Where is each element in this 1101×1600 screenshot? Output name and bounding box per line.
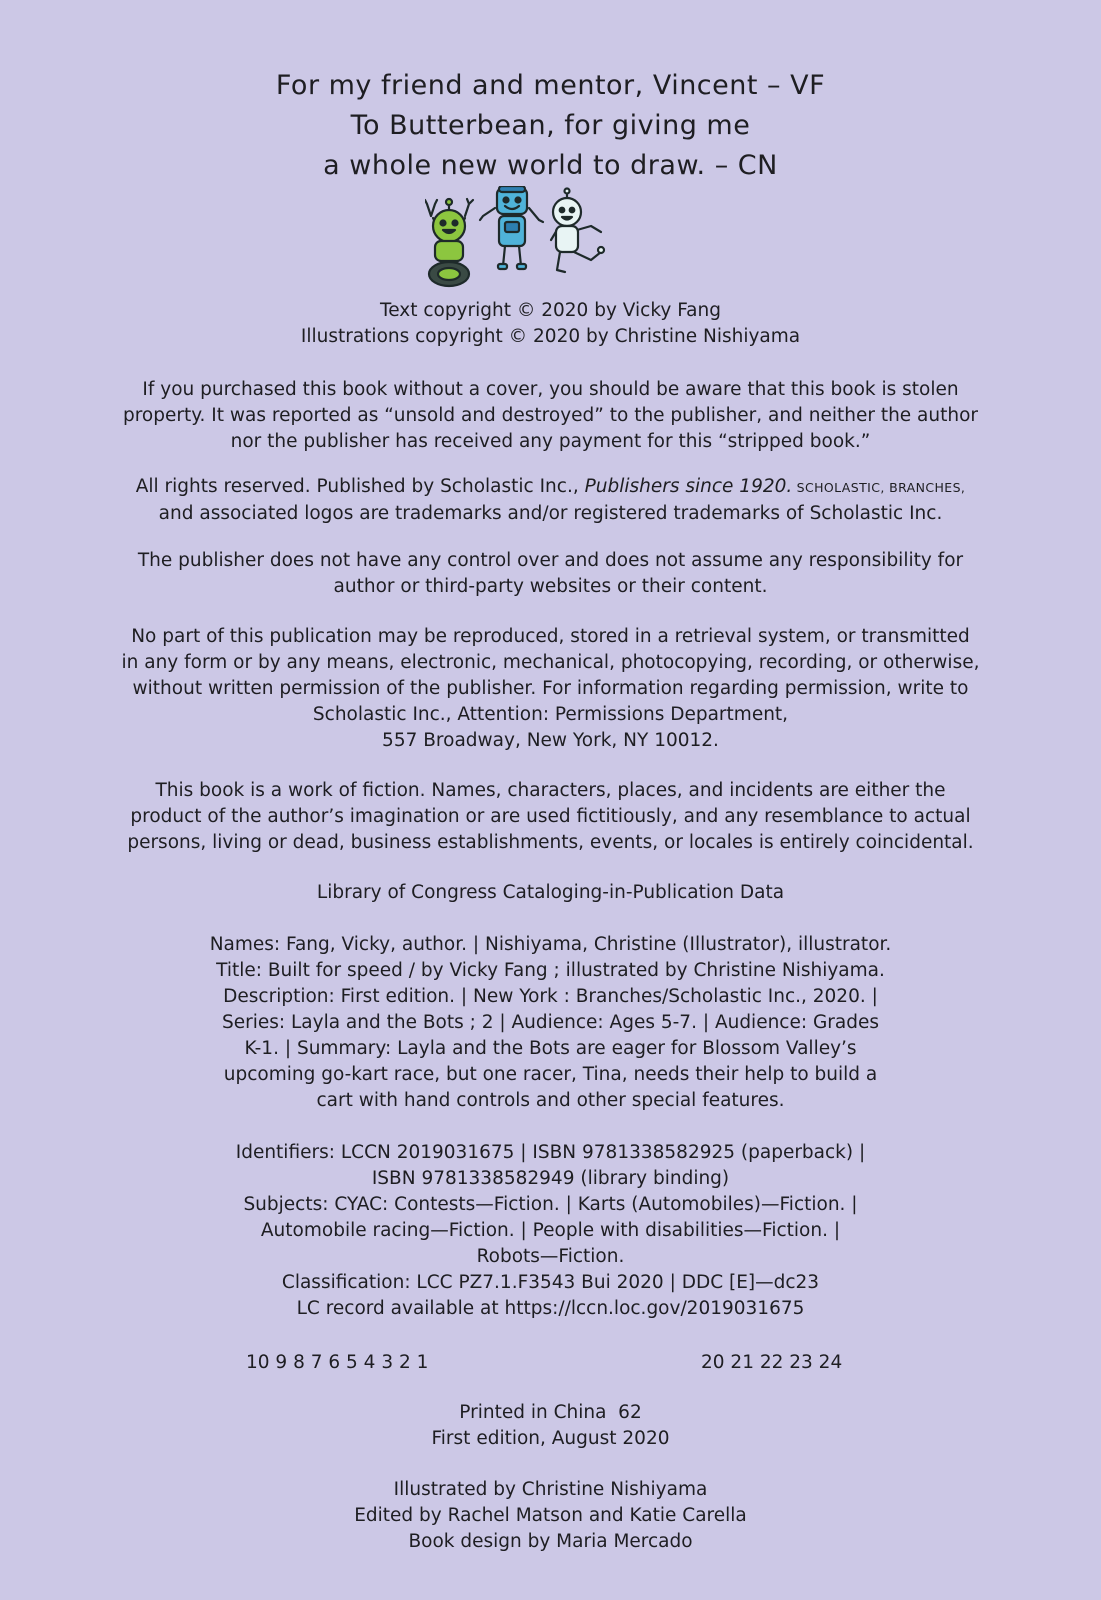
printing-number-line: 10 9 8 7 6 5 4 3 2 1 (246, 1352, 429, 1373)
rights-text: All rights reserved. Published by Scholastic Inc., (135, 476, 585, 497)
credit-line: Edited by Rachel Matson and Katie Carella (354, 1505, 747, 1526)
paragraph-line: Scholastic Inc., Attention: Permissions Department, (312, 704, 789, 725)
printing-info (0, 1400, 1101, 1452)
cip-line: Series: Layla and the Bots ; 2 | Audience: Ages 5-7. | Audience: Grades (221, 1012, 880, 1033)
cip-data (0, 932, 1101, 1114)
paragraph-line: author or third-party websites or their content. (333, 576, 768, 597)
illustrations-copyright: Illustrations copyright © 2020 by Christine Nishiyama (300, 326, 801, 347)
identifier-line: Robots—Fiction. (476, 1246, 625, 1267)
dedication-line: a whole new world to draw. – CN (323, 150, 778, 181)
identifier-line: ISBN 9781338582949 (library binding) (371, 1168, 730, 1189)
paragraph-line: without written permission of the publisher. For information regarding permission, write to (132, 678, 969, 699)
cip-line: cart with hand controls and other special features. (316, 1090, 785, 1111)
publisher-notice (0, 548, 1101, 600)
cip-line: Title: Built for speed / by Vicky Fang ; illustrated by Christine Nishiyama. (216, 960, 885, 981)
blue-robot-icon (480, 186, 543, 269)
cip-line: Description: First edition. | New York : Branches/Scholastic Inc., 2020. | (223, 986, 878, 1007)
rights-notice (0, 474, 1101, 527)
paragraph-line: in any form or by any means, electronic, mechanical, photocopying, recording, or otherwise, (121, 652, 980, 673)
paragraph-line: product of the author’s imagination or are used fictitiously, and any resemblance to actual (130, 806, 971, 827)
identifier-line: Subjects: CYAC: Contests—Fiction. | Karts (Automobiles)—Fiction. | (243, 1194, 858, 1215)
printed-line: Printed in China 62 (459, 1402, 642, 1423)
identifier-line: LC record available at https://lccn.loc.gov/2019031675 (296, 1298, 805, 1319)
cip-heading (0, 880, 1101, 906)
stripped-book-notice (0, 377, 1101, 455)
identifier-line: Automobile racing—Fiction. | People with disabilities—Fiction. | (260, 1220, 841, 1241)
paragraph-line (0, 474, 1101, 501)
dedication (0, 66, 1101, 186)
cip-line: Names: Fang, Vicky, author. | Nishiyama, Christine (Illustrator), illustrator. (209, 934, 892, 955)
robots-illustration (425, 186, 625, 288)
identifier-line: Classification: LCC PZ7.1.F3543 Bui 2020 | DDC [E]—dc23 (281, 1272, 820, 1293)
paragraph-line: The publisher does not have any control over and does not assume any responsibility for (137, 550, 964, 571)
trademark-names: SCHOLASTIC, BRANCHES, (792, 480, 966, 495)
credit-line: Illustrated by Christine Nishiyama (393, 1479, 708, 1500)
printing-year-line: 20 21 22 23 24 (701, 1352, 843, 1373)
reproduction-notice (0, 624, 1101, 754)
green-robot-icon (425, 199, 473, 286)
identifiers-block (0, 1140, 1101, 1322)
white-robot-icon (551, 189, 604, 273)
paragraph-line: If you purchased this book without a cover, you should be aware that this book is stolen (142, 379, 959, 400)
paragraph-line: nor the publisher has received any payment for this “stripped book.” (230, 431, 871, 452)
paragraph-line: No part of this publication may be reproduced, stored in a retrieval system, or transmitted (131, 626, 970, 647)
credit-line: Book design by Maria Mercado (408, 1531, 693, 1552)
paragraph-line: and associated logos are trademarks and/or registered trademarks of Scholastic Inc. (158, 503, 943, 524)
identifier-line: Identifiers: LCCN 2019031675 | ISBN 9781338582925 (paperback) | (235, 1142, 866, 1163)
fiction-notice (0, 778, 1101, 856)
dedication-line: For my friend and mentor, Vincent – VF (275, 70, 826, 101)
dedication-line: To Butterbean, for giving me (350, 110, 751, 141)
paragraph-line: This book is a work of fiction. Names, characters, places, and incidents are either the (155, 780, 946, 801)
edition-line: First edition, August 2020 (431, 1428, 670, 1449)
cip-heading-text: Library of Congress Cataloging-in-Publication Data (316, 882, 785, 903)
copyright-block (0, 298, 1101, 350)
paragraph-line: property. It was reported as “unsold and destroyed” to the publisher, and neither the author (122, 405, 979, 426)
paragraph-line: persons, living or dead, business establishments, events, or locales is entirely coincidental. (127, 832, 974, 853)
paragraph-line: 557 Broadway, New York, NY 10012. (382, 730, 719, 751)
credits (0, 1477, 1101, 1555)
publishers-since: Publishers since 1920. (584, 476, 793, 497)
text-copyright: Text copyright © 2020 by Vicky Fang (380, 300, 721, 321)
cip-line: K-1. | Summary: Layla and the Bots are eager for Blossom Valley’s (244, 1038, 857, 1059)
cip-line: upcoming go-kart race, but one racer, Tina, needs their help to build a (223, 1064, 878, 1085)
